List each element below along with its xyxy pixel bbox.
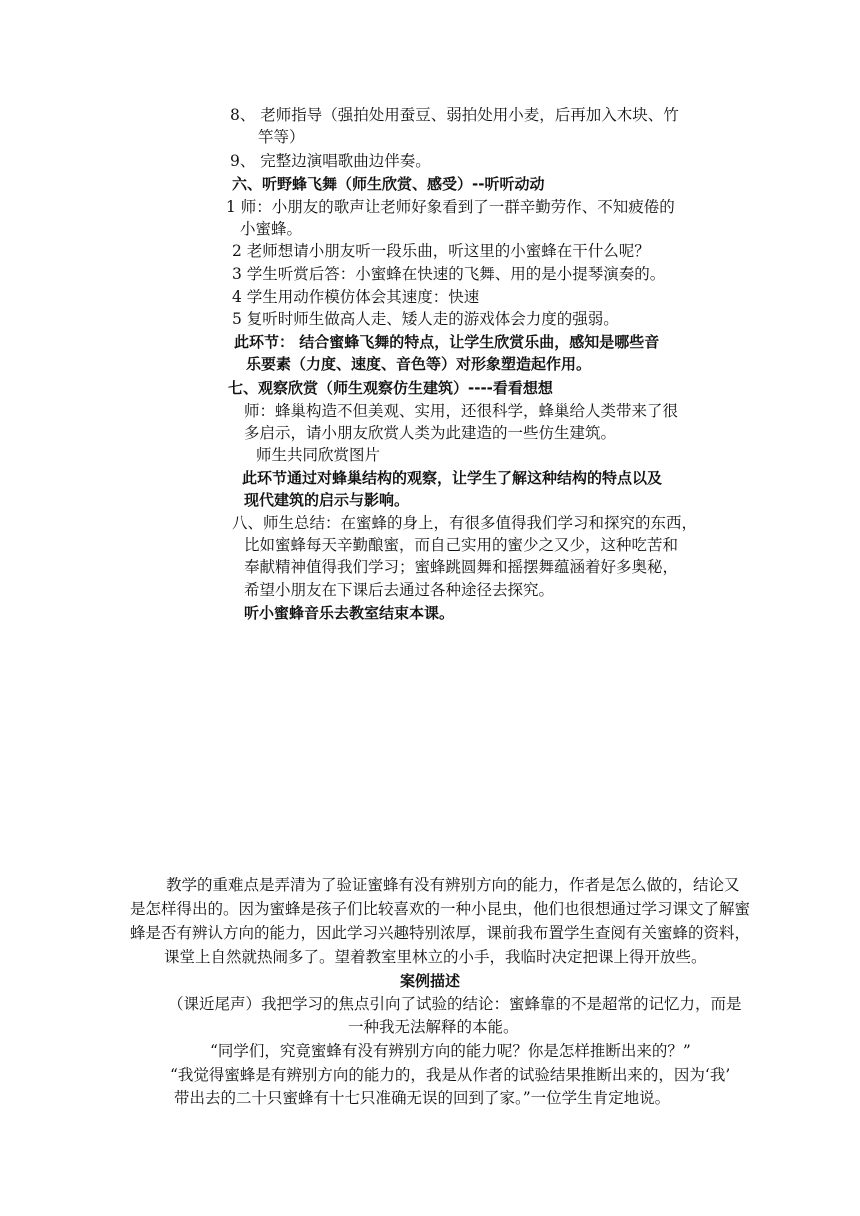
bold-note: 听小蜜蜂音乐去教室结束本课。 [244,604,455,622]
text-line: 师：蜂巢构造不但美观、实用，还很科学，蜂巢给人类带来了很 [244,402,679,420]
text-line: 奉献精神值得我们学习；蜜蜂跳圆舞和摇摆舞蕴涵着好多奥秘， [244,558,679,576]
text-line: 多启示，请小朋友欣赏人类为此建造的一些仿生建筑。 [244,424,617,442]
text-line: 一种我无法解释的本能。 [348,1018,519,1036]
text-line: 是怎样得出的。因为蜜蜂是孩子们比较喜欢的一种小昆虫，他们也很想通过学习课文了解蜜 [130,900,751,918]
text-line: 教学的重难点是弄清为了验证蜜蜂有没有辨别方向的能力，作者是怎么做的，结论又 [166,876,740,894]
text-line: 8、 老师指导（强拍处用蚕豆、弱拍处用小麦，后再加入木块、竹 [230,106,679,124]
text-line: 蜂是否有辨认方向的能力，因此学习兴趣特别浓厚，课前我布置学生查阅有关蜜蜂的资料， [130,924,751,942]
text-line: 比如蜜蜂每天辛勤酿蜜，而自己实用的蜜少之又少，这种吃苦和 [244,536,679,554]
text-line: “同学们，究竟蜜蜂有没有辨别方向的能力呢？你是怎样推断出来的？” [210,1042,691,1060]
bold-note: 此环节通过对蜂巢结构的观察，让学生了解这种结构的特点以及 [242,469,663,487]
bold-note: 现代建筑的启示与影响。 [244,491,410,509]
text-line: 师生共同欣赏图片 [256,446,381,464]
case-heading: 案例描述 [399,972,460,990]
text-line: 小蜜蜂。 [240,220,303,238]
text-line: 课堂上自然就热闹多了。望着教室里林立的小手，我临时决定把课上得开放些。 [164,948,707,966]
text-line: 竿等） [258,128,305,146]
text-line: 1 师：小朋友的歌声让老师好象看到了一群辛勤劳作、不知疲倦的 [226,198,675,216]
text-line: 5 复听时师生做高人走、矮人走的游戏体会力度的强弱。 [232,310,619,328]
text-line: 4 学生用动作模仿体会其速度：快速 [232,288,480,306]
text-line: （课近尾声）我把学习的焦点引向了试验的结论：蜜蜂靠的不是超常的记忆力，而是 [168,995,742,1013]
bold-note: 此环节： 结合蜜蜂飞舞的特点，让学生欣赏乐曲，感知是哪些音 [234,333,660,351]
text-line: “我觉得蜜蜂是有辨别方向的能力的，我是从作者的试验结果推断出来的，因为‘我’ [170,1066,731,1084]
bold-note: 乐要素（力度、速度、音色等）对形象塑造起作用。 [246,355,592,373]
text-line: 带出去的二十只蜜蜂有十七只准确无误的回到了家。”一位学生肯定地说。 [174,1089,671,1107]
text-line: 希望小朋友在下课后去通过各种途径去探究。 [244,581,555,599]
text-line: 3 学生听赏后答：小蜜蜂在快速的飞舞、用的是小提琴演奏的。 [232,265,666,283]
text-line: 9、 完整边演唱歌曲边伴奏。 [230,152,431,170]
section-heading: 六、听野蜂飞舞（师生欣赏、感受）--听听动动 [232,175,545,193]
text-line: 2 老师想请小朋友听一段乐曲，听这里的小蜜蜂在干什么呢？ [232,242,650,260]
text-line: 八、师生总结：在蜜蜂的身上，有很多值得我们学习和探究的东西， [232,514,698,532]
section-heading: 七、观察欣赏（师生观察仿生建筑）----看看想想 [228,379,553,397]
